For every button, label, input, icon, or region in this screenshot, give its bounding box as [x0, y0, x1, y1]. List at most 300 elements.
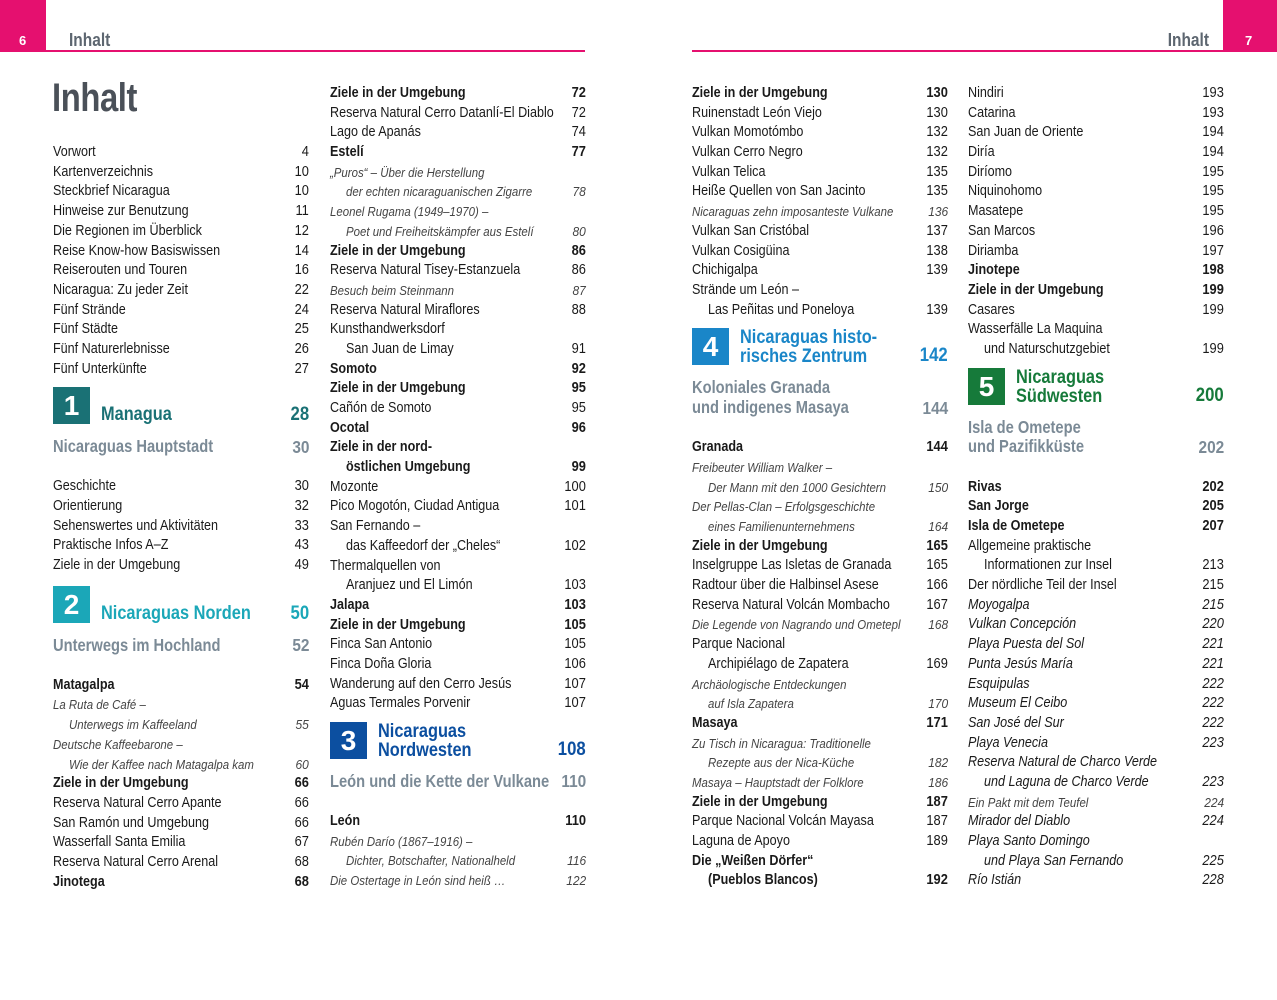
- toc-entry-page: 33: [294, 517, 309, 534]
- running-head-left: Inhalt: [69, 30, 111, 50]
- toc-entry-title: Vulkan Momotómbo: [692, 124, 804, 141]
- toc-entry-title: Mozonte: [330, 478, 379, 495]
- toc-entry[interactable]: [53, 556, 309, 576]
- toc-entry-title: San Juan de Limay: [346, 340, 454, 357]
- toc-entry-page: 95: [571, 380, 586, 397]
- toc-entry[interactable]: [330, 616, 586, 636]
- toc-entry-title: Punta Jesús María: [968, 655, 1073, 672]
- toc-entry[interactable]: [53, 794, 309, 814]
- section-heading[interactable]: [692, 378, 948, 438]
- toc-entry[interactable]: [692, 104, 948, 124]
- toc-entry-title: Aguas Termales Porvenir: [330, 695, 471, 712]
- toc-entry-page: 14: [294, 242, 309, 259]
- section-title-line: und indigenes Masaya: [692, 396, 849, 417]
- toc-entry[interactable]: [692, 202, 948, 222]
- toc-entry[interactable]: [330, 576, 586, 596]
- toc-entry-page: 195: [1202, 203, 1224, 220]
- toc-entry[interactable]: [968, 222, 1224, 242]
- toc-entry[interactable]: [53, 873, 309, 893]
- toc-entry-title: San Marcos: [968, 222, 1036, 239]
- toc-entry-title: Ziele in der Umgebung: [53, 775, 189, 792]
- toc-entry[interactable]: [968, 517, 1224, 537]
- toc-entry-page: 101: [564, 498, 586, 515]
- toc-entry[interactable]: [53, 735, 309, 755]
- chapter-page: 142: [920, 345, 948, 367]
- toc-entry-title: Freibeuter William Walker –: [692, 459, 833, 475]
- toc-entry-page: 66: [294, 814, 309, 831]
- toc-entry[interactable]: [53, 715, 309, 735]
- toc-entry[interactable]: [330, 557, 586, 577]
- section-heading[interactable]: [53, 636, 309, 676]
- toc-entry[interactable]: [53, 182, 309, 202]
- toc-entry-title: Reserva Natural Cerro Datanlí-El Diablo: [330, 104, 554, 121]
- toc-entry-page: 137: [926, 222, 948, 239]
- toc-entry[interactable]: [968, 596, 1224, 616]
- toc-entry[interactable]: [330, 655, 586, 675]
- toc-entry-page: 198: [1202, 262, 1224, 279]
- toc-entry-title: Reserva Natural Cerro Apante: [53, 794, 222, 811]
- toc-entry-title: Nindiri: [968, 85, 1004, 101]
- section-page: 52: [291, 635, 309, 656]
- toc-entry[interactable]: [968, 281, 1224, 301]
- toc-entry[interactable]: [330, 104, 586, 124]
- toc-entry-page: 150: [928, 479, 948, 495]
- toc-entry-title: Rezepte aus der Nica-Küche: [708, 755, 855, 771]
- section-title: [330, 772, 549, 792]
- toc-entry[interactable]: [53, 477, 309, 497]
- toc-entry-title: Der Pellas-Clan – Erfolgsgeschichte: [692, 499, 876, 515]
- toc-entry-title: Reise Know-how Basiswissen: [53, 242, 221, 259]
- toc-entry-title: Heiße Quellen von San Jacinto: [692, 183, 866, 200]
- running-head-right: Inhalt: [1167, 30, 1209, 50]
- chapter-title-line: Nicaraguas histo-: [740, 327, 878, 349]
- toc-entry[interactable]: [968, 320, 1224, 340]
- toc-entry[interactable]: [53, 281, 309, 301]
- toc-entry[interactable]: [692, 438, 948, 458]
- section-title: [968, 418, 1084, 457]
- toc-entry-page: 80: [572, 223, 586, 239]
- toc-entry-page: 91: [571, 340, 586, 357]
- toc-entry-title: Fünf Naturerlebnisse: [53, 340, 170, 357]
- toc-entry-page: 205: [1202, 498, 1224, 515]
- toc-entry[interactable]: [330, 360, 586, 380]
- toc-entry-title: Leonel Rugama (1949–1970) –: [330, 204, 489, 220]
- toc-entry[interactable]: [692, 517, 948, 537]
- toc-entry-title: Moyogalpa: [968, 596, 1030, 613]
- toc-entry-title: Ziele in der Umgebung: [692, 537, 828, 554]
- toc-entry[interactable]: [53, 360, 309, 380]
- toc-entry[interactable]: [968, 793, 1224, 813]
- toc-entry[interactable]: [53, 301, 309, 321]
- toc-entry-page: 222: [1202, 695, 1224, 712]
- toc-entry[interactable]: [53, 755, 309, 775]
- toc-entry[interactable]: [53, 222, 309, 242]
- toc-entry[interactable]: [968, 497, 1224, 517]
- toc-entry[interactable]: [53, 517, 309, 537]
- toc-entry[interactable]: [53, 261, 309, 281]
- toc-entry[interactable]: [330, 635, 586, 655]
- toc-entry-title: östlichen Umgebung: [346, 459, 471, 476]
- toc-entry[interactable]: [968, 163, 1224, 183]
- toc-entry[interactable]: [692, 478, 948, 498]
- toc-entry-title: Ziele in der nord-: [330, 439, 433, 456]
- toc-entry-page: 136: [928, 204, 948, 220]
- toc-entry[interactable]: [692, 832, 948, 852]
- toc-entry[interactable]: [692, 596, 948, 616]
- toc-entry[interactable]: [968, 143, 1224, 163]
- toc-entry[interactable]: [330, 851, 586, 871]
- toc-entry-title: Jinotepe: [968, 262, 1020, 279]
- toc-entry-title: Cañón de Somoto: [330, 400, 432, 416]
- toc-entry-page: 195: [1202, 163, 1224, 180]
- toc-entry[interactable]: [968, 123, 1224, 143]
- toc-entry[interactable]: [330, 123, 586, 143]
- toc-entry-page: 16: [294, 262, 309, 279]
- toc-entry[interactable]: [330, 281, 586, 301]
- toc-entry-title: Matagalpa: [53, 676, 115, 693]
- toc-entry[interactable]: [968, 182, 1224, 202]
- toc-entry-title: Der nördliche Teil der Insel: [968, 577, 1117, 594]
- toc-entry[interactable]: [968, 714, 1224, 734]
- toc-entry-title: Wanderung auf den Cerro Jesús: [330, 675, 512, 692]
- toc-entry-page: 10: [294, 183, 309, 200]
- section-title-line: León und die Kette der Vulkane: [330, 771, 550, 791]
- toc-entry-page: 66: [294, 775, 309, 792]
- toc-column-2: [330, 84, 586, 891]
- toc-entry[interactable]: [968, 635, 1224, 655]
- toc-entry[interactable]: [330, 596, 586, 616]
- toc-entry-page: 202: [1202, 478, 1224, 495]
- toc-entry[interactable]: [330, 497, 586, 517]
- toc-entry[interactable]: [968, 261, 1224, 281]
- toc-entry-page: 55: [295, 717, 309, 733]
- toc-entry[interactable]: [968, 537, 1224, 557]
- toc-entry[interactable]: [330, 202, 586, 222]
- chapter-title: [101, 405, 172, 424]
- toc-entry[interactable]: [330, 340, 586, 360]
- chapter-title-line: Managua: [101, 404, 172, 426]
- toc-entry-title: Deutsche Kaffeebarone –: [53, 736, 183, 752]
- toc-entry[interactable]: [968, 753, 1224, 773]
- chapter-heading[interactable]: [53, 586, 309, 630]
- toc-entry-title: Ruinenstadt León Viejo: [692, 104, 822, 121]
- toc-entry[interactable]: [330, 478, 586, 498]
- toc-entry[interactable]: [692, 281, 948, 301]
- chapter-title-line: risches Zentrum: [740, 346, 868, 368]
- toc-entry[interactable]: [330, 871, 586, 891]
- toc-entry-page: 86: [571, 242, 586, 259]
- toc-entry-page: 139: [926, 262, 948, 279]
- toc-entry-page: 164: [928, 519, 948, 534]
- toc-entry[interactable]: [692, 182, 948, 202]
- toc-entry[interactable]: [330, 438, 586, 458]
- toc-entry[interactable]: [692, 675, 948, 695]
- toc-entry[interactable]: [692, 458, 948, 478]
- toc-entry[interactable]: [53, 497, 309, 517]
- toc-entry[interactable]: [968, 773, 1224, 793]
- toc-entry[interactable]: [692, 123, 948, 143]
- toc-entry[interactable]: [330, 182, 586, 202]
- toc-entry-page: 132: [926, 144, 948, 161]
- toc-entry[interactable]: [330, 222, 586, 242]
- page-number-left: 6: [19, 33, 27, 48]
- toc-entry[interactable]: [330, 517, 586, 537]
- toc-entry-page: 68: [294, 853, 309, 870]
- toc-entry[interactable]: [968, 478, 1224, 498]
- toc-entry[interactable]: [53, 814, 309, 834]
- chapter-number-badge: 5: [968, 368, 1005, 405]
- toc-entry-page: 25: [294, 321, 309, 338]
- toc-entry-title: Sehenswertes und Aktivitäten: [53, 517, 219, 534]
- toc-entry[interactable]: [692, 537, 948, 557]
- toc-entry[interactable]: [692, 734, 948, 754]
- toc-entry-title: Nicaragua: Zu jeder Zeit: [53, 281, 188, 298]
- toc-entry[interactable]: [692, 812, 948, 832]
- toc-entry[interactable]: [53, 833, 309, 853]
- toc-entry-page: 207: [1202, 518, 1224, 534]
- toc-entry[interactable]: [53, 536, 309, 556]
- toc-entry[interactable]: [968, 615, 1224, 635]
- toc-entry[interactable]: [692, 871, 948, 891]
- toc-entry-page: 4: [301, 144, 309, 161]
- section-heading[interactable]: [53, 437, 309, 477]
- toc-entry[interactable]: [53, 163, 309, 183]
- toc-entry[interactable]: [692, 714, 948, 734]
- toc-entry-title: Praktische Infos A–Z: [53, 537, 169, 554]
- toc-entry[interactable]: [692, 753, 948, 773]
- chapter-heading[interactable]: [692, 328, 948, 372]
- toc-entry-page: 95: [571, 400, 586, 416]
- toc-entry[interactable]: [692, 84, 948, 104]
- chapter-number-badge: 2: [53, 586, 90, 623]
- toc-entry-title: Archäologische Entdeckungen: [692, 676, 847, 692]
- toc-entry[interactable]: [968, 832, 1224, 852]
- toc-entry-page: 199: [1202, 340, 1224, 357]
- toc-entry-page: 187: [926, 793, 948, 810]
- toc-entry-title: Wie der Kaffee nach Matagalpa kam: [69, 756, 254, 772]
- toc-entry[interactable]: [53, 676, 309, 696]
- toc-entry[interactable]: [330, 320, 586, 340]
- toc-entry-title: Rubén Darío (1867–1916) –: [330, 833, 473, 849]
- toc-entry-page: 168: [928, 617, 948, 633]
- chapter-page: 28: [290, 404, 309, 426]
- toc-entry[interactable]: [330, 242, 586, 262]
- toc-entry[interactable]: [330, 812, 586, 832]
- toc-entry-title: Masaya: [692, 714, 738, 731]
- section-heading[interactable]: [968, 418, 1224, 478]
- toc-entry-title: Fünf Städte: [53, 321, 119, 338]
- toc-entry[interactable]: [692, 261, 948, 281]
- toc-entry-title: Nicaraguas zehn imposanteste Vulkane: [692, 204, 894, 220]
- toc-entry[interactable]: [53, 242, 309, 262]
- toc-entry-title: Vulkan Concepción: [968, 616, 1077, 633]
- toc-entry-page: 186: [928, 774, 948, 790]
- toc-entry[interactable]: [968, 104, 1224, 124]
- toc-entry-title: Vulkan San Cristóbal: [692, 222, 810, 239]
- toc-entry[interactable]: [692, 556, 948, 576]
- toc-entry-title: Reserva Natural Miraflores: [330, 301, 480, 318]
- toc-entry-title: Aranjuez und El Limón: [346, 577, 473, 594]
- toc-entry-page: 139: [926, 301, 948, 318]
- toc-entry-title: Ziele in der Umgebung: [330, 380, 466, 397]
- toc-entry[interactable]: [53, 143, 309, 163]
- toc-entry-title: Die Ostertage in León sind heiß …: [330, 873, 506, 889]
- toc-entry-page: 166: [926, 577, 948, 594]
- toc-entry-page: 22: [294, 281, 309, 298]
- toc-entry[interactable]: [968, 871, 1224, 891]
- toc-entry[interactable]: [968, 301, 1224, 321]
- spacer: [53, 84, 309, 143]
- toc-entry[interactable]: [968, 734, 1224, 754]
- toc-entry-title: Hinweise zur Benutzung: [53, 203, 189, 220]
- toc-entry[interactable]: [330, 399, 586, 419]
- page-number-tab-right: [1223, 0, 1277, 52]
- section-title-line: und Pazifikküste: [968, 436, 1084, 457]
- toc-entry[interactable]: [968, 242, 1224, 262]
- section-title: [692, 378, 849, 417]
- toc-entry-page: 102: [564, 537, 586, 554]
- toc-entry[interactable]: [330, 379, 586, 399]
- toc-entry-page: 199: [1202, 301, 1224, 318]
- toc-entry-page: 132: [926, 124, 948, 141]
- toc-entry[interactable]: [330, 537, 586, 557]
- page-title: Inhalt: [52, 76, 138, 120]
- toc-entry-title: „Puros“ – Über die Herstellung: [330, 164, 485, 180]
- toc-entry-page: 193: [1202, 104, 1224, 121]
- toc-entry[interactable]: [692, 143, 948, 163]
- toc-entry-title: Reserva Natural de Charco Verde: [968, 754, 1158, 771]
- toc-entry[interactable]: [53, 320, 309, 340]
- toc-entry[interactable]: [330, 163, 586, 183]
- toc-entry-title: Ziele in der Umgebung: [330, 616, 466, 633]
- toc-entry-page: 88: [571, 301, 586, 318]
- toc-entry-page: 68: [294, 873, 309, 890]
- toc-entry-page: 107: [564, 675, 586, 692]
- toc-entry[interactable]: [968, 556, 1224, 576]
- toc-entry-page: 130: [926, 85, 948, 101]
- toc-entry-title: San Fernando –: [330, 518, 421, 535]
- toc-entry-page: 66: [294, 794, 309, 811]
- toc-entry[interactable]: [968, 84, 1224, 104]
- toc-entry-title: Catarina: [968, 104, 1016, 121]
- chapter-title-line: Nicaraguas: [378, 721, 467, 742]
- toc-entry[interactable]: [692, 694, 948, 714]
- toc-entry[interactable]: [692, 242, 948, 262]
- toc-entry-title: Playa Santo Domingo: [968, 833, 1090, 849]
- toc-entry-title: Finca San Antonio: [330, 636, 433, 653]
- toc-entry-title: Parque Nacional: [692, 636, 786, 653]
- toc-entry-title: (Pueblos Blancos): [708, 872, 818, 889]
- toc-entry[interactable]: [53, 774, 309, 794]
- chapter-title: [1016, 368, 1104, 406]
- toc-entry[interactable]: [692, 793, 948, 813]
- toc-entry-title: Ocotal: [330, 419, 370, 436]
- toc-entry[interactable]: [330, 84, 586, 104]
- section-title-line: Unterwegs im Hochland: [53, 634, 221, 655]
- toc-entry-title: Niquinohomo: [968, 183, 1043, 200]
- toc-entry-title: Inselgruppe Las Isletas de Granada: [692, 557, 892, 574]
- toc-entry[interactable]: [330, 301, 586, 321]
- chapter-heading[interactable]: [330, 722, 586, 766]
- toc-entry-page: 215: [1202, 596, 1224, 613]
- chapter-heading[interactable]: [53, 387, 309, 431]
- toc-entry-page: 221: [1202, 636, 1224, 653]
- page-number-right: 7: [1245, 33, 1253, 48]
- toc-entry-title: Vulkan Telica: [692, 163, 766, 180]
- toc-entry[interactable]: [53, 853, 309, 873]
- toc-entry-title: León: [330, 813, 361, 829]
- toc-entry[interactable]: [692, 773, 948, 793]
- toc-entry-title: Jalapa: [330, 596, 370, 613]
- toc-entry[interactable]: [330, 458, 586, 478]
- section-page: 144: [922, 397, 948, 418]
- toc-entry-title: Diriamba: [968, 242, 1019, 259]
- toc-entry[interactable]: [330, 143, 586, 163]
- section-heading[interactable]: [330, 772, 586, 812]
- toc-entry[interactable]: [692, 222, 948, 242]
- toc-entry-title: Fünf Unterkünfte: [53, 360, 147, 377]
- toc-entry-page: 92: [571, 360, 586, 377]
- toc-entry-title: Thermalquellen von: [330, 557, 441, 574]
- toc-entry[interactable]: [692, 497, 948, 517]
- toc-entry-page: 194: [1202, 124, 1224, 141]
- toc-entry[interactable]: [53, 202, 309, 222]
- toc-entry[interactable]: [330, 694, 586, 714]
- toc-entry[interactable]: [692, 163, 948, 183]
- toc-entry[interactable]: [53, 695, 309, 715]
- toc-entry-page: 43: [294, 537, 309, 554]
- toc-entry-page: 192: [926, 872, 948, 889]
- toc-entry[interactable]: [330, 261, 586, 281]
- toc-entry[interactable]: [692, 655, 948, 675]
- toc-entry[interactable]: [968, 675, 1224, 695]
- toc-entry-page: 165: [926, 537, 948, 554]
- toc-entry[interactable]: [968, 812, 1224, 832]
- toc-entry-page: 135: [926, 183, 948, 200]
- toc-entry-page: 11: [295, 203, 309, 220]
- toc-entry[interactable]: [692, 635, 948, 655]
- chapter-number-badge: 4: [692, 328, 729, 365]
- toc-entry-title: Geschichte: [53, 478, 116, 495]
- toc-entry-page: 135: [926, 163, 948, 180]
- toc-entry-title: Poet und Freiheitskämpfer aus Estelí: [346, 223, 534, 239]
- toc-entry[interactable]: [692, 576, 948, 596]
- toc-entry[interactable]: [968, 655, 1224, 675]
- toc-entry[interactable]: [330, 832, 586, 852]
- toc-entry[interactable]: [692, 852, 948, 872]
- toc-entry[interactable]: [968, 852, 1224, 872]
- toc-entry[interactable]: [330, 675, 586, 695]
- chapter-heading[interactable]: [968, 368, 1224, 412]
- toc-entry-title: Kunsthandwerksdorf: [330, 321, 445, 338]
- toc-entry[interactable]: [968, 340, 1224, 360]
- toc-entry[interactable]: [330, 419, 586, 439]
- toc-entry[interactable]: [968, 694, 1224, 714]
- toc-entry[interactable]: [968, 576, 1224, 596]
- toc-entry[interactable]: [53, 340, 309, 360]
- toc-entry[interactable]: [968, 202, 1224, 222]
- toc-entry-title: Radtour über die Halbinsel Asese: [692, 577, 879, 594]
- toc-entry[interactable]: [692, 615, 948, 635]
- toc-entry-page: 213: [1202, 557, 1224, 574]
- header-rule-left: [46, 50, 585, 52]
- toc-entry[interactable]: [692, 301, 948, 321]
- toc-entry-title: Vorwort: [53, 144, 96, 161]
- toc-entry-title: Der Mann mit den 1000 Gesichtern: [708, 479, 886, 495]
- toc-entry-title: Steckbrief Nicaragua: [53, 183, 170, 200]
- toc-entry-page: 122: [566, 873, 586, 889]
- chapter-page: 108: [558, 739, 586, 760]
